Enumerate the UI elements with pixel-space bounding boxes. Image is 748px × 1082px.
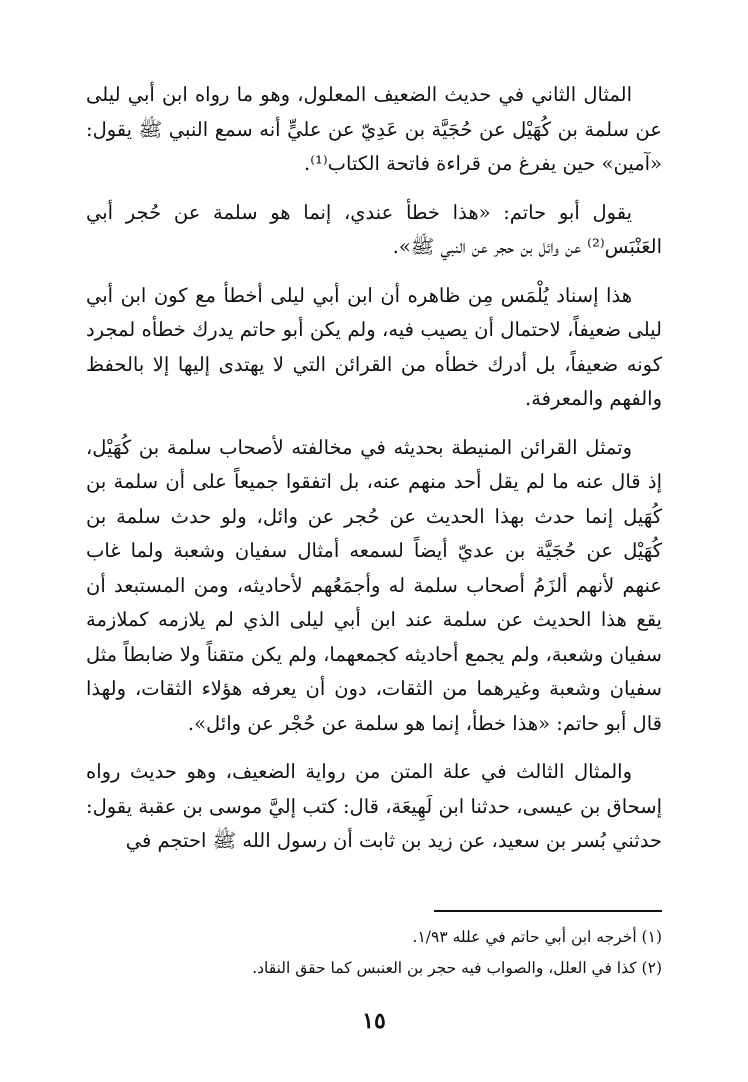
paragraph-1: المثال الثاني في حديث الضعيف المعلول، وهو ما رواه ابن أبي ليلى عن سلمة بن كُهَيْل عن حُجَيَّة بن عَدِيّ عن عليٍّ أنه سمع النبي ﷺ يقول: «آمين» حين يفرغ من قراءة فاتحة الكتاب⁽¹⁾. <box>86 83 662 175</box>
paragraph-3: هذا إسناد يُلْمَس مِن ظاهره أن ابن أبي ليلى أخطأ مع كون ابن أبي ليلى ضعيفاً، لاحتمال أن يصيب فيه، ولم يكن أبو حاتم يدرك خطأه لمجرد كونه ضعيفاً، بل أدرك خطأه من القرائن التي لا يهتدى إليها إلا بالحفظ والفهم والمعرفة. <box>86 283 662 410</box>
footnote-1: (١) أخرجه ابن أبي حاتم في علله ١/٩٣. <box>412 928 662 946</box>
main-text <box>86 78 662 873</box>
footnote-divider <box>434 910 662 912</box>
paragraph-5: والمثال الثالث في علة المتن من رواية الضعيف، وهو حديث رواه إسحاق بن عيسى، حدثنا ابن لَهِيعَة، قال: كتب إليَّ موسى بن عقبة يقول: حدثني بُسر بن سعيد، عن زيد بن ثابت أن رسول الله ﷺ احتجم في <box>86 760 662 852</box>
page-number: ١٥ <box>362 1008 386 1034</box>
paragraph-2: يقول أبو حاتم: «هذا خطأ عندي، إنما هو سلمة عن حُجر أبي العَنْبَس⁽²⁾ عن وائل بن حجر عن النبي ﷺ». <box>86 200 662 258</box>
paragraph-4: وتمثل القرائن المنيطة بحديثه في مخالفته لأصحاب سلمة بن كُهَيْل، إذ قال عنه ما لم يقل أحد منهم عنه، بل اتفقوا جميعاً على أن سلمة بن كُهَيل إنما حدث بهذا الحديث عن حُجر عن وائل، ولو حدث سلمة بن كُهَيْل عن حُجَيَّة بن عديّ أيضاً لسمعه أمثال سفيان وشعبة ولما غاب عنهم لأنهم ألزَمُ أصحاب سلمة له وأجمَعُهم لأحاديثه، ومن المستبعد أن يقع هذا الحديث عن سلمة عند ابن أبي ليلى الذي لم يلازمه كملازمة سفيان وشعبة، ولم يجمع أحاديثه كجمعهما، ولم يكن متقناً ولا ضابطاً مثل سفيان وشعبة وغيرهما من الثقات، دون أن يعرفه هؤلاء الثقات، ولهذا قال أبو حاتم: «هذا خطأ، إنما هو سلمة عن حُجْر عن وائل». <box>86 435 662 735</box>
footnotes <box>86 922 662 984</box>
footnote-2: (٢) كذا في العلل، والصواب فيه حجر بن العنبس كما حقق النقاد. <box>252 959 662 977</box>
